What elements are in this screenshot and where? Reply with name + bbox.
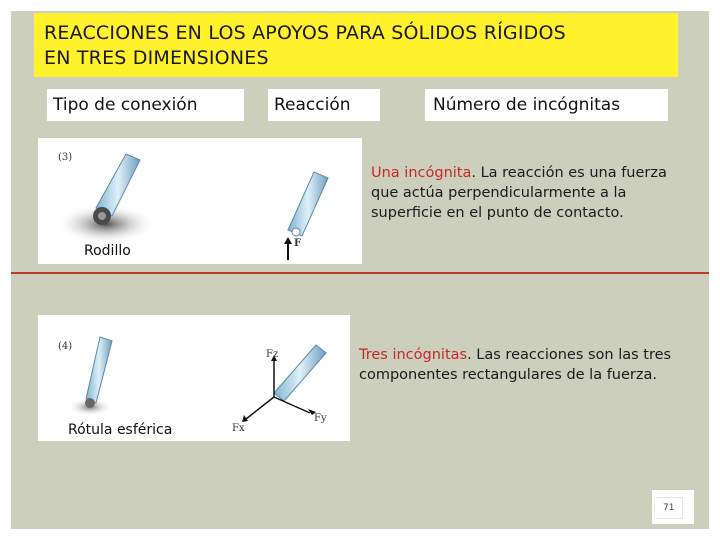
row-number: (3) — [58, 152, 73, 163]
title-line-2: EN TRES DIMENSIONES — [44, 47, 269, 69]
ball-joint-label: Rótula esférica — [68, 422, 173, 438]
page-number: 71 — [654, 497, 683, 519]
fx-label: Fx — [232, 423, 245, 434]
fz-label: Fz — [266, 349, 279, 360]
ball-joint-description — [359, 345, 699, 385]
row-number: (4) — [58, 341, 73, 352]
ball-joint-unknowns-highlight: Tres incógnitas — [359, 347, 468, 363]
roller-unknowns-highlight: Una incógnita — [371, 165, 472, 181]
slide-title — [34, 13, 678, 77]
header-unknowns: Número de incógnitas — [425, 89, 668, 121]
header-reaction: Reacción — [268, 89, 380, 121]
roller-force-label: F — [294, 238, 302, 249]
roller-description-text: . La reacción es una fuerza que actúa perpendicularmente a la superficie en el punto de contacto. — [371, 165, 667, 221]
header-connection-type: Tipo de conexión — [47, 89, 244, 121]
title-line-1: REACCIONES EN LOS APOYOS PARA SÓLIDOS RÍGIDOS — [44, 22, 566, 44]
roller-description — [371, 163, 691, 223]
roller-label: Rodillo — [84, 243, 131, 259]
row-divider — [11, 272, 709, 274]
fy-label: Fy — [314, 413, 327, 424]
ball-joint-description-text: . Las reacciones son las tres componentes rectangulares de la fuerza. — [359, 347, 672, 383]
